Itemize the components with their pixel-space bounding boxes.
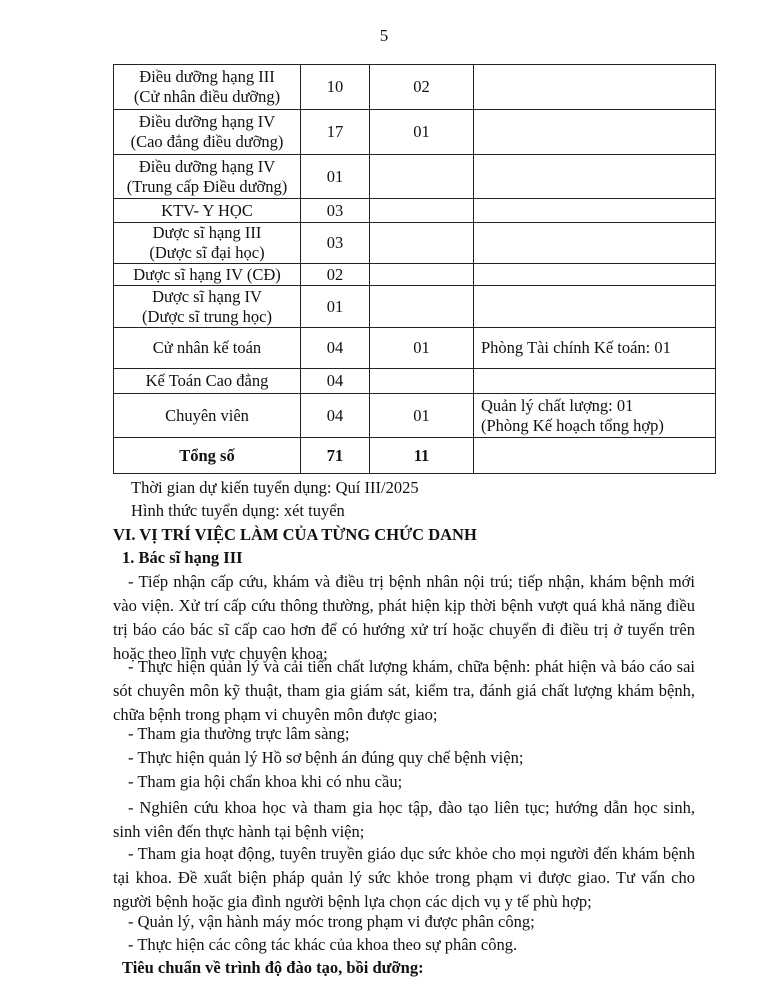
position-title-line: Điều dưỡng hạng IV: [138, 156, 276, 176]
count-cell: 01: [370, 328, 474, 369]
table-row: [114, 110, 716, 155]
total-row: [114, 438, 716, 474]
paragraph-text: - Tham gia hội chẩn khoa khi có nhu cầu;: [128, 772, 403, 791]
paragraph: [113, 655, 695, 727]
paragraph: [113, 746, 695, 770]
position-title-cell: [114, 394, 301, 438]
standards-heading: Tiêu chuẩn về trình độ đào tạo, bồi dưỡng:: [122, 958, 424, 977]
paragraph: [113, 910, 695, 934]
position-title-line: (Dược sĩ đại học): [149, 243, 265, 262]
note-line: Quản lý chất lượng: 01: [481, 395, 634, 415]
quota-cell: 10: [301, 65, 370, 110]
paragraph: [113, 770, 695, 794]
note-line: Phòng Tài chính Kế toán: 01: [481, 338, 671, 357]
note-cell: [474, 328, 716, 369]
count-cell: [370, 369, 474, 394]
paragraph: [113, 842, 695, 914]
count-cell: [370, 264, 474, 286]
page-number: 5: [379, 26, 389, 45]
position-title-cell: [114, 264, 301, 286]
paragraph: [113, 933, 695, 957]
table-row: [114, 328, 716, 369]
quota-cell: 03: [301, 223, 370, 264]
recruit-time: Thời gian dự kiến tuyển dụng: Quí III/2025: [131, 478, 419, 497]
position-title-line: Dược sĩ hạng IV: [152, 286, 262, 306]
count-cell: 01: [370, 394, 474, 438]
paragraph: [113, 796, 695, 844]
table-row: [114, 223, 716, 264]
table-row: [114, 286, 716, 328]
paragraph: [113, 722, 695, 746]
paragraph-text: - Tham gia thường trực lâm sàng;: [128, 724, 350, 743]
quota-cell: 04: [301, 394, 370, 438]
position-title-line: (Dược sĩ trung học): [142, 306, 272, 326]
position-title-line: Kế Toán Cao đẳng: [145, 371, 269, 390]
position-title-line: Điều dưỡng hạng III: [139, 67, 275, 86]
quota-cell: 17: [301, 110, 370, 155]
count-cell: [370, 286, 474, 328]
note-cell: [474, 394, 716, 438]
note-cell: [474, 155, 716, 199]
note-cell: [474, 223, 716, 264]
position-title-line: (Cao đẳng điều dưỡng): [130, 132, 284, 151]
paragraph-text: - Thực hiện các công tác khác của khoa theo sự phân công.: [128, 935, 518, 954]
position-title-cell: [114, 65, 301, 110]
paragraph-text: - Quản lý, vận hành máy móc trong phạm vi được phân công;: [128, 912, 535, 931]
table-row: [114, 155, 716, 199]
note-cell: [474, 199, 716, 223]
count-cell: [370, 199, 474, 223]
position-title-line: Dược sĩ hạng IV (CĐ): [133, 264, 281, 284]
paragraph-text: - Nghiên cứu khoa học và tham gia học tập, đào tạo liên tục; hướng dẫn học sinh, sinh viên đến thực hành tại bệnh viện;: [113, 798, 695, 841]
quota-cell: 03: [301, 199, 370, 223]
position-title-line: KTV- Y HỌC: [161, 200, 253, 220]
position-title-line: Chuyên viên: [165, 405, 249, 425]
paragraph-text: - Tiếp nhận cấp cứu, khám và điều trị bệnh nhân nội trú; tiếp nhận, khám bệnh mới vào viện. Xử trí cấp cứu thông thường, phát hiện kịp thời bệnh vượt quá khả năng điều trị báo cáo bác sĩ cấp cao hơn để có hướng xử trí hoặc chuyển đi điều trị ở tuyến trên hoặc theo lĩnh vực chuyên khoa;: [113, 572, 695, 663]
paragraph-text: - Thực hiện quản lý và cải tiến chất lượng khám, chữa bệnh: phát hiện và báo cáo sai sót chuyên môn kỹ thuật, tham gia giám sát, kiểm tra, đánh giá chất lượng khám bệnh, chữa bệnh trong phạm vi chuyên môn được giao;: [113, 657, 695, 724]
quota-cell: 04: [301, 369, 370, 394]
total-count: 11: [370, 438, 474, 474]
position-title-cell: [114, 155, 301, 199]
position-title-line: (Trung cấp Điều dưỡng): [126, 176, 288, 196]
note-cell: [474, 110, 716, 155]
position-title-cell: [114, 110, 301, 155]
position-title-cell: [114, 286, 301, 328]
position-title-line: Dược sĩ hạng III: [152, 223, 262, 242]
note-cell: [474, 286, 716, 328]
count-cell: 02: [370, 65, 474, 110]
table-row: [114, 369, 716, 394]
position-title-line: Cử nhân kế toán: [152, 338, 262, 357]
note-cell: [474, 369, 716, 394]
section-heading: VI. VỊ TRÍ VIỆC LÀM CỦA TỪNG CHỨC DANH: [113, 525, 477, 544]
table-row: [114, 199, 716, 223]
count-cell: [370, 155, 474, 199]
note-cell: [474, 264, 716, 286]
paragraph: [113, 570, 695, 666]
paragraph-text: - Tham gia hoạt động, tuyên truyền giáo dục sức khỏe cho mọi người đến khám bệnh tại khoa. Đề xuất biện pháp quản lý sức khỏe trong phạm vi được giao. Tư vấn cho người bệnh hoặc gia đình người bệnh lựa chọn các dịch vụ y tế phù hợp;: [113, 844, 695, 911]
table-row: [114, 394, 716, 438]
total-quota: 71: [301, 438, 370, 474]
position-title-line: (Cử nhân điều dưỡng): [133, 87, 281, 106]
position-title-cell: [114, 199, 301, 223]
paragraph-text: - Thực hiện quản lý Hồ sơ bệnh án đúng quy chế bệnh viện;: [128, 748, 524, 767]
count-cell: [370, 223, 474, 264]
quota-cell: 02: [301, 264, 370, 286]
quota-cell: 04: [301, 328, 370, 369]
position-title-cell: [114, 369, 301, 394]
table-row: [114, 65, 716, 110]
recruit-form: Hình thức tuyển dụng: xét tuyển: [131, 501, 345, 520]
quota-cell: 01: [301, 155, 370, 199]
total-label: Tổng số: [114, 438, 301, 474]
note-line: (Phòng Kế hoạch tổng hợp): [481, 415, 664, 435]
total-note: [474, 438, 716, 474]
count-cell: 01: [370, 110, 474, 155]
position-title-cell: [114, 223, 301, 264]
table-row: [114, 264, 716, 286]
quota-cell: 01: [301, 286, 370, 328]
staffing-table: [113, 64, 716, 474]
position-title-line: Điều dưỡng hạng IV: [138, 112, 276, 131]
position-title-cell: [114, 328, 301, 369]
subsection-heading: 1. Bác sĩ hạng III: [122, 548, 243, 567]
note-cell: [474, 65, 716, 110]
